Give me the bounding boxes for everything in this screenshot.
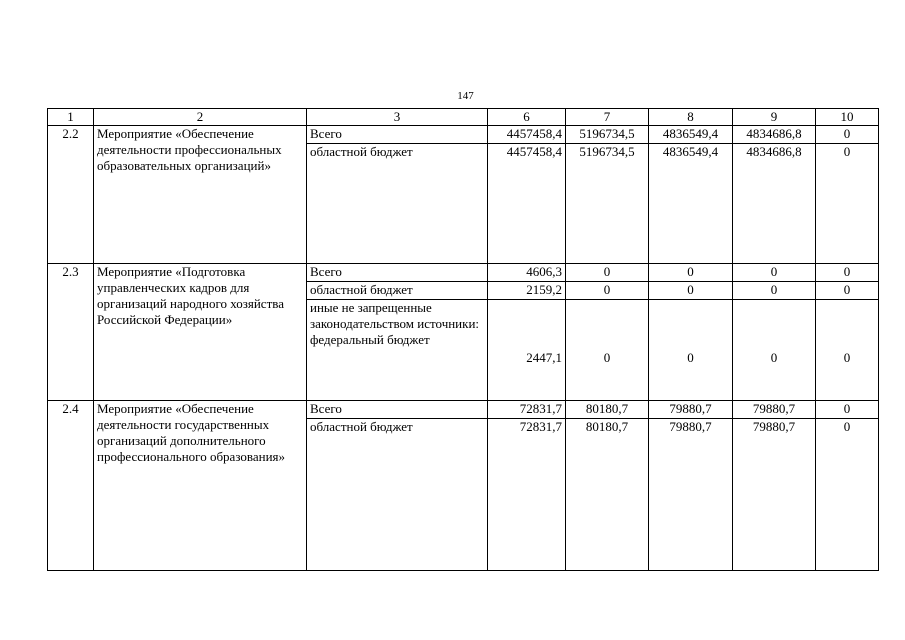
budget-table [47, 108, 879, 571]
source-label: иные не запрещенные законодательством источники: федеральный бюджет [307, 300, 488, 401]
row-name: Мероприятие «Подготовка управленческих кадров для организаций народного хозяйства Российской Федерации» [94, 264, 307, 401]
header-col-8: 8 [649, 109, 733, 126]
row-name: Мероприятие «Обеспечение деятельности государственных организаций дополнительного профессионального образования» [94, 401, 307, 571]
source-label: областной бюджет [307, 144, 488, 264]
value-col-9: 79880,7 [733, 401, 816, 419]
source-label: областной бюджет [307, 419, 488, 571]
value-col-7: 0 [566, 282, 649, 300]
table-row [48, 126, 879, 144]
value-col-10: 0 [816, 300, 879, 401]
source-label: Всего [307, 264, 488, 282]
source-label: Всего [307, 401, 488, 419]
value-col-7: 80180,7 [566, 401, 649, 419]
header-row [48, 109, 879, 126]
header-col-2: 2 [94, 109, 307, 126]
header-col-1: 1 [48, 109, 94, 126]
value-col-6: 4457458,4 [488, 144, 566, 264]
value-col-6: 72831,7 [488, 419, 566, 571]
value-col-8: 79880,7 [649, 419, 733, 571]
value-col-10: 0 [816, 401, 879, 419]
value-col-8: 4836549,4 [649, 144, 733, 264]
value-col-7: 80180,7 [566, 419, 649, 571]
value-col-9: 4834686,8 [733, 126, 816, 144]
value-col-7: 0 [566, 300, 649, 401]
value-col-7: 5196734,5 [566, 126, 649, 144]
header-col-6: 6 [488, 109, 566, 126]
value-col-10: 0 [816, 419, 879, 571]
value-col-6: 72831,7 [488, 401, 566, 419]
value-col-6: 4606,3 [488, 264, 566, 282]
header-col-10: 10 [816, 109, 879, 126]
value-col-10: 0 [816, 264, 879, 282]
value-col-9: 4834686,8 [733, 144, 816, 264]
value-col-6: 4457458,4 [488, 126, 566, 144]
value-col-9: 79880,7 [733, 419, 816, 571]
source-label: областной бюджет [307, 282, 488, 300]
value-col-8: 4836549,4 [649, 126, 733, 144]
value-col-10: 0 [816, 282, 879, 300]
value-col-7: 5196734,5 [566, 144, 649, 264]
header-col-9: 9 [733, 109, 816, 126]
value-col-9: 0 [733, 282, 816, 300]
value-col-8: 0 [649, 300, 733, 401]
value-col-7: 0 [566, 264, 649, 282]
value-col-8: 79880,7 [649, 401, 733, 419]
value-col-6: 2159,2 [488, 282, 566, 300]
row-number: 2.3 [48, 264, 94, 401]
page-number: 147 [457, 90, 474, 102]
header-col-7: 7 [566, 109, 649, 126]
value-col-8: 0 [649, 282, 733, 300]
value-col-9: 0 [733, 264, 816, 282]
header-col-3: 3 [307, 109, 488, 126]
value-col-10: 0 [816, 144, 879, 264]
source-label: Всего [307, 126, 488, 144]
table-row [48, 401, 879, 419]
value-col-9: 0 [733, 300, 816, 401]
row-number: 2.2 [48, 126, 94, 264]
row-number: 2.4 [48, 401, 94, 571]
value-col-8: 0 [649, 264, 733, 282]
value-col-10: 0 [816, 126, 879, 144]
row-name: Мероприятие «Обеспечение деятельности профессиональных образовательных организаций» [94, 126, 307, 264]
table-row [48, 264, 879, 282]
value-col-6: 2447,1 [488, 300, 566, 401]
